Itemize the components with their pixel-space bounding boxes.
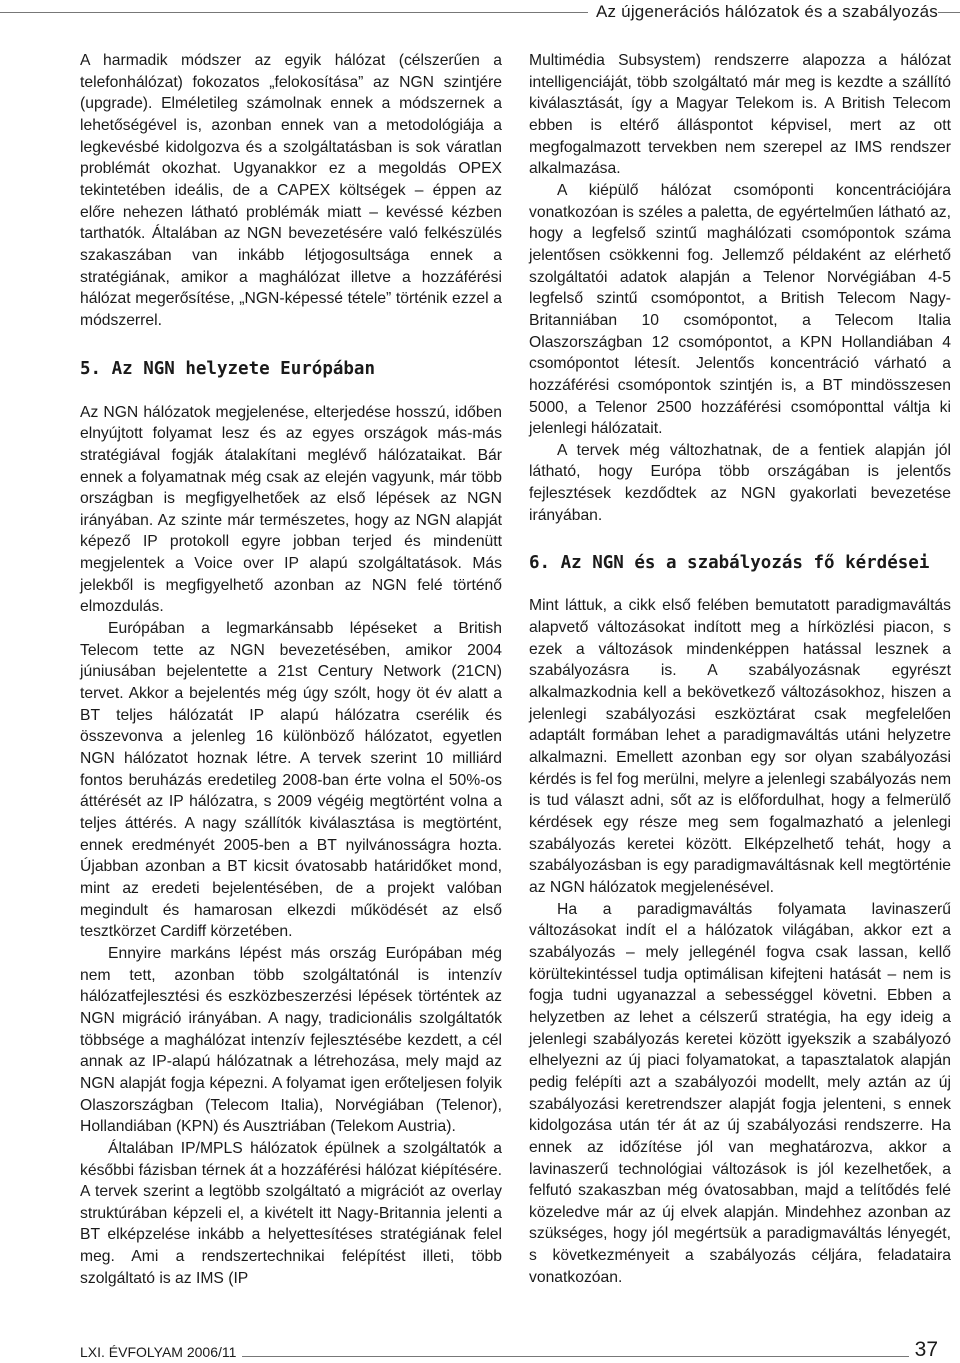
paragraph: Európában a legmarkánsabb lépéseket a British Telecom tette az NGN bevezetésében, amikor 2004 júniusában bejelentette a 21st Century Network (21CN) tervet. Akkor a bejelentés még úgy szólt, hogy öt év alatt a BT teljes hálózatát IP alapú hálózatra cserélik és összevonva a jelenleg 16 különböző hálózatot, egyetlen NGN hálózatot hoznak létre. A tervek szerint 10 milliárd fontos beruházás eredetileg 2008-ban érte volna el 50%-os áttérését az IP hálózatra, s 2009 végéig megtörtént volna a teljes áttérés. A nagy szállítók kiválasztása is megtörtént, ennek eredményét 2005-ben a BT nyilvánosságra hozta. Újabban azonban a BT kicsit óvatosabb határidőket mond, mint az eredeti bejelentésében, de a projekt valóban megindult és hamarosan elkezdi működését az első tesztkörzet Cardiff körzetében. [80, 620, 502, 941]
volume-label: LXI. ÉVFOLYAM 2006/11 [80, 1344, 242, 1360]
running-header [0, 0, 960, 28]
right-column [529, 50, 951, 1288]
paragraph: Az NGN hálózatok megjelenése, elterjedése hosszú, időben elnyújtott folyamat lesz és az egyes országok más-más stratégiával fogják átalakítani meglévő hálózataikat. Bár ennek a folyamatnak még csak az elején vagyunk, már több országban is megfigyelhetőek az első lépések az NGN irányában. Az szinte már természetes, hogy az NGN alapját képező IP protokoll egyre jobban terjed és mindenütt megjelentek a Voice over IP alapú szolgáltatások. Más jelekből is megfigyelhető azonban az NGN felé történő elmozdulás. [80, 403, 502, 616]
page-footer [0, 1340, 960, 1363]
paragraph: Ennyire markáns lépést más ország Európában még nem tett, azonban több szolgáltatónál is intenzív hálózatfejlesztési és eszközbeszerzési lépések történtek az NGN migráció irányában. A nagy, tradicionális szolgáltatók többsége a maghálózat intenzív fejlesztésébe kezdett, a cél annak az IP-alapú hálózatnak a létrehozása, mely majd az NGN alapját fogja képezni. A folyamat igen erőteljesen folyik Olaszországban (Telecom Italia), Norvégiában (Telenor), Hollandiában (KPN) és Ausztriában (Telekom Austria). [80, 944, 502, 1136]
left-column [80, 50, 502, 1289]
paragraph: Mint láttuk, a cikk első felében bemutatott paradigmaváltás alapvető változásokat indított meg a hírközlési piacon, s ezek a változások mindenképpen hatással lesznek a szabályozásra is. A szabályozásnak egyrészt alkalmazkodnia kell a bekövetkező változásokhoz, hiszen a jelenlegi szabályozási eszköztárat csak megfelelően adaptált formában lehet a paradigmaváltás utáni helyzetre alkalmazni. Emellett azonban egy sor olyan szabályozási kérdés is fel fog merülni, melyre a jelenlegi szabályozás nem is tud választ adni, sőt az is előfordulhat, hogy a felmerülő kérdések egy része meg sem fogalmazható a jelenlegi szabályozás keretei között. Elképzelhető tehát, hogy a szabályozásban is egy paradigmaváltásnak kell megtörténie az NGN hálózatok megjelenésével. [529, 597, 952, 896]
page-number: 37 [909, 1338, 938, 1362]
running-title: Az újgenerációs hálózatok és a szabályozás [588, 0, 938, 26]
intro-paragraph: A harmadik módszer az egyik hálózat (célszerűen a telefonhálózat) fokozatos „felokosítása” az NGN szintjére (upgrade). Elméletileg számolnak ennek a módszernek a lehetőségével is, azonban ennek van a metodológiája a legkevésbé kidolgozva és a szolgáltatásban is sok váratlan problémát okozhat. Ugyanakkor ez a megoldás OPEX tekintetében ideális, de a CAPEX költségek – éppen az előre nehezen látható problémák miatt – kevéssé kézben tarthatók. Általában az NGN bevezetésére való felkészülés szakaszában van inkább létjogosultsága ennek a stratégiának, amikor a maghálózat illetve a hozzáférési hálózat megerősítése, „NGN-képessé tétele” történik ezzel a módszerrel. [80, 52, 502, 329]
section-heading-6: 6. Az NGN és a szabályozás fő kérdései [529, 553, 930, 574]
paragraph: Multimédia Subsystem) rendszerre alapozza a hálózat intelligenciáját, több szolgáltató már meg is kezdte a szállító kiválasztását, így a Magyar Telekom is. A British Telecom ebben is eltérő álláspontot képvisel, mert az ott megfogalmazott tervekben nem szerepel az IMS rendszer alkalmazása. [529, 52, 951, 178]
paragraph: A kiépülő hálózat csomóponti koncentrációjára vonatkozóan is széles a paletta, de egyértelműen látható az, hogy a legfelső szintű maghálózati csomópontok száma jelentősen csökkenni fog. Jellemző példaként az elérhető szolgáltatói adatok alapján a Telenor Norvégiában 4-5 legfelső szintű csomópontot, a British Telecom Nagy-Britanniában 10 csomópontot, a Telecom Italia Olaszországban 12 csomópontot, a KPN Hollandiában 4 csomópontot létesít. Jelentős koncentráció várható a hozzáférési csomópontok szintjén is, a BT mindösszesen 5000, a Telenor 2500 hozzáférési csomóponttal váltja ki jelenlegi hálózatait. [529, 181, 951, 438]
section-heading-5: 5. Az NGN helyzete Európában [80, 358, 376, 379]
paragraph: A tervek még változhatnak, de a fentiek alapján jól látható, hogy Európa több országában is jelentős fejlesztések kezdődtek az NGN gyakorlati bevezetése irányában. [529, 441, 951, 524]
paragraph: Ha a paradigmaváltás folyamata lavinaszerű változásokat indít el a hálózatok világában, akkor ezt a szabályozás – mely jellegénél fogva csak lassan, kellő körültekintéssel tudja optimálisan kifejteni hatását – nem is fogja tudni ugyanazzal a sebességgel követni. Ebben a helyzetben az lehet a célszerű stratégia, ha egy ideig a jelenlegi szabályozás keretei között igyekszik a szabályozó elhelyezni az új piaci folyamatokat, a tapasztalatok alapján pedig felépíti azt a szabályozói modellt, mely aztán az új szabályozási keretrendszer alapját fogja jelenteni, s ennek kidolgozása után tér át az új szabályozási rendszerre. Ha ennek az időzítése jól van meghatározva, akkor a lavinaszerű technológiai változások is jól kezelhetőek, a felfutó szakaszban még óvatosabban, majd a telítődés felé közeledve már az új elvek alapján. Mindehhez azonban az szükséges, hogy jól megértsük a paradigmaváltás lényegét, s következményeit a szabályozás céljára, feladataira vonatkozóan. [529, 900, 951, 1286]
paragraph: Általában IP/MPLS hálózatok épülnek a szolgáltatók a későbbi fázisban térnek át a hozzáférési hálózat kiépítésére. A tervek szerint a legtöbb szolgáltató a migrációt az overlay struktúrában képzeli el, a kivételt itt Nagy-Britannia jelenti a BT elképzelése inkább a helyettesítéses stratégiának felel meg. Ami a rendszertechnikai felépítést illeti, több szolgáltató is az IMS (IP [80, 1139, 502, 1287]
